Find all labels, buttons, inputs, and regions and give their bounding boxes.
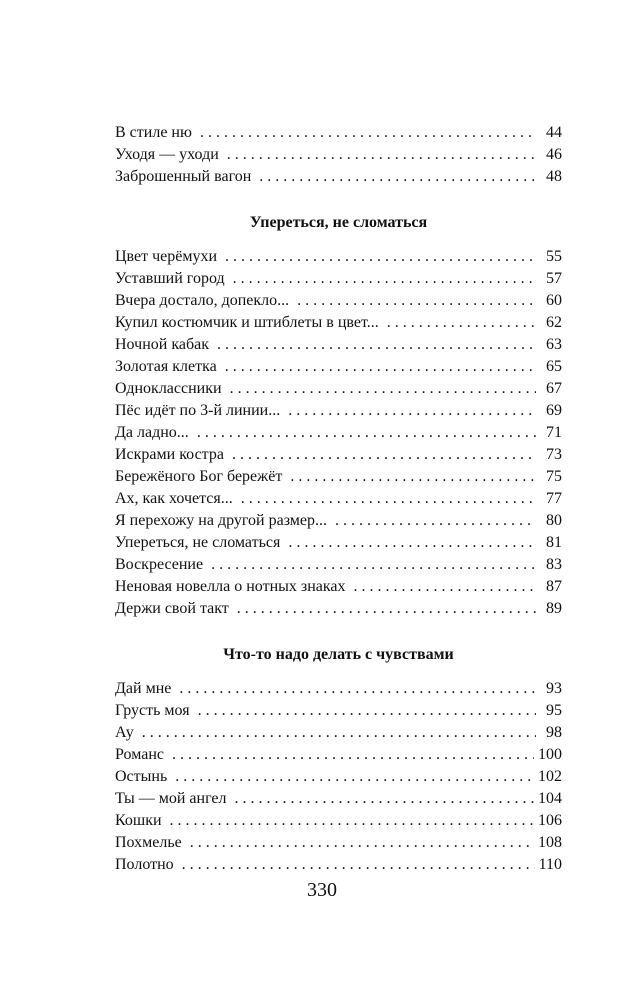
toc-entry	[115, 598, 562, 620]
toc-entry-page: 67	[546, 380, 562, 397]
toc-entry-title: Я перехожу на другой размер...	[115, 512, 328, 529]
toc-entry	[115, 854, 562, 876]
toc-entry	[115, 700, 562, 722]
dot-leader	[288, 400, 536, 422]
toc-entry	[115, 554, 562, 576]
toc-entry-title: Дай мне	[115, 680, 172, 697]
toc-entry	[115, 334, 562, 356]
dot-leader	[200, 122, 536, 144]
toc-entry	[115, 744, 562, 766]
toc-entry-page: 81	[546, 534, 562, 551]
toc-entry	[115, 466, 562, 488]
toc-entry-title: Пёс идёт по 3-й линии...	[115, 402, 281, 419]
toc-entry-title: Одноклассники	[115, 380, 222, 397]
toc-entry-page: 44	[546, 124, 562, 141]
toc-entry	[115, 576, 562, 598]
toc-entry-title: Романс	[115, 746, 164, 763]
toc-entry	[115, 400, 562, 422]
toc-entry	[115, 122, 562, 144]
toc-entry-title: Ах, как хочется...	[115, 490, 233, 507]
toc-entry	[115, 832, 562, 854]
dot-leader	[225, 356, 536, 378]
toc-entry-title: В стиле ню	[115, 124, 192, 141]
toc-entry	[115, 678, 562, 700]
dot-leader	[172, 744, 534, 766]
toc-entry-title: Неновая новелла о нотных знаках	[115, 578, 346, 595]
dot-leader	[354, 576, 537, 598]
section-heading: Что-то надо делать с чувствами	[223, 646, 454, 663]
toc-entry-page: 48	[546, 168, 562, 185]
dot-leader	[335, 510, 536, 532]
toc-entry-title: Полотно	[115, 856, 174, 873]
dot-leader	[190, 832, 534, 854]
toc-entry	[115, 356, 562, 378]
toc-entry-title: Золотая клетка	[115, 358, 217, 375]
dot-leader	[211, 554, 536, 576]
section-heading: Упереться, не сломаться	[249, 214, 428, 231]
toc-entry-title: Да ладно...	[115, 424, 189, 441]
dot-leader	[175, 766, 534, 788]
toc-entry-title: Заброшенный вагон	[115, 168, 252, 185]
toc-entry-title: Уходя — уходи	[115, 146, 219, 163]
dot-leader	[233, 268, 536, 290]
toc-entry	[115, 722, 562, 744]
toc-entry-title: Искрами костра	[115, 446, 224, 463]
toc-entry	[115, 378, 562, 400]
toc-entry-title: Ты — мой ангел	[115, 790, 227, 807]
dot-leader	[179, 678, 536, 700]
dot-leader	[297, 290, 536, 312]
toc-entry-page: 89	[546, 600, 562, 617]
toc-entry-page: 93	[546, 680, 562, 697]
toc-entry-title: Ау	[115, 724, 134, 741]
toc-entry-page: 80	[546, 512, 562, 529]
toc-entry-page: 95	[546, 702, 562, 719]
toc-entry-title: Бережёного Бог бережёт	[115, 468, 283, 485]
toc-entry	[115, 510, 562, 532]
toc-entry-page: 100	[538, 746, 562, 763]
toc-entry-page: 60	[546, 292, 562, 309]
toc-entry	[115, 444, 562, 466]
toc-entry-title: Остынь	[115, 768, 168, 785]
toc-entry-page: 46	[546, 146, 562, 163]
toc-entry	[115, 144, 562, 166]
toc-section-2	[115, 678, 562, 876]
toc-entry-title: Похмелье	[115, 834, 182, 851]
toc-entry-title: Упереться, не сломаться	[115, 534, 281, 551]
toc-entry-page: 110	[538, 856, 562, 873]
toc-entry	[115, 268, 562, 290]
table-of-contents	[115, 122, 562, 876]
toc-entry-page: 77	[546, 490, 562, 507]
toc-entry-page: 87	[546, 578, 562, 595]
toc-entry	[115, 246, 562, 268]
toc-entry	[115, 312, 562, 334]
toc-entry-title: Цвет черёмухи	[115, 248, 218, 265]
dot-leader	[197, 422, 536, 444]
dot-leader	[235, 788, 534, 810]
toc-entry-page: 75	[546, 468, 562, 485]
toc-entry-title: Вчера достало, допекло...	[115, 292, 290, 309]
toc-entry-page: 63	[546, 336, 562, 353]
toc-entry-page: 73	[546, 446, 562, 463]
dot-leader	[237, 598, 536, 620]
dot-leader	[230, 378, 536, 400]
toc-entry-page: 108	[538, 834, 562, 851]
toc-entry-page: 104	[538, 790, 562, 807]
dot-leader	[232, 444, 536, 466]
dot-leader	[288, 532, 536, 554]
toc-entry-title: Ночной кабак	[115, 336, 209, 353]
dot-leader	[241, 488, 536, 510]
dot-leader	[142, 722, 536, 744]
toc-section-1	[115, 246, 562, 620]
toc-entry-page: 102	[538, 768, 562, 785]
dot-leader	[259, 166, 536, 188]
toc-entry-page: 65	[546, 358, 562, 375]
toc-entry-title: Кошки	[115, 812, 162, 829]
toc-entry-page: 71	[546, 424, 562, 441]
dot-leader	[198, 700, 536, 722]
dot-leader	[290, 466, 536, 488]
toc-group-top	[115, 122, 562, 188]
toc-entry-page: 83	[546, 556, 562, 573]
toc-entry	[115, 290, 562, 312]
toc-entry-title: Воскресение	[115, 556, 204, 573]
toc-entry	[115, 766, 562, 788]
dot-leader	[170, 810, 534, 832]
page-number: 330	[307, 879, 337, 901]
toc-entry-page: 55	[546, 248, 562, 265]
toc-entry	[115, 166, 562, 188]
toc-entry-page: 69	[546, 402, 562, 419]
dot-leader	[217, 334, 536, 356]
dot-leader	[227, 144, 536, 166]
toc-entry-page: 57	[546, 270, 562, 287]
dot-leader	[225, 246, 536, 268]
toc-entry-title: Уставший город	[115, 270, 225, 287]
toc-entry-page: 98	[546, 724, 562, 741]
toc-entry-title: Купил костюмчик и штиблеты в цвет...	[115, 314, 379, 331]
toc-entry	[115, 488, 562, 510]
toc-entry	[115, 810, 562, 832]
toc-entry	[115, 422, 562, 444]
toc-entry-page: 62	[546, 314, 562, 331]
toc-entry-title: Держи свой такт	[115, 600, 229, 617]
toc-entry	[115, 788, 562, 810]
toc-entry-page: 106	[538, 812, 562, 829]
dot-leader	[387, 312, 536, 334]
toc-entry-title: Грусть моя	[115, 702, 190, 719]
toc-entry	[115, 532, 562, 554]
dot-leader	[182, 854, 535, 876]
